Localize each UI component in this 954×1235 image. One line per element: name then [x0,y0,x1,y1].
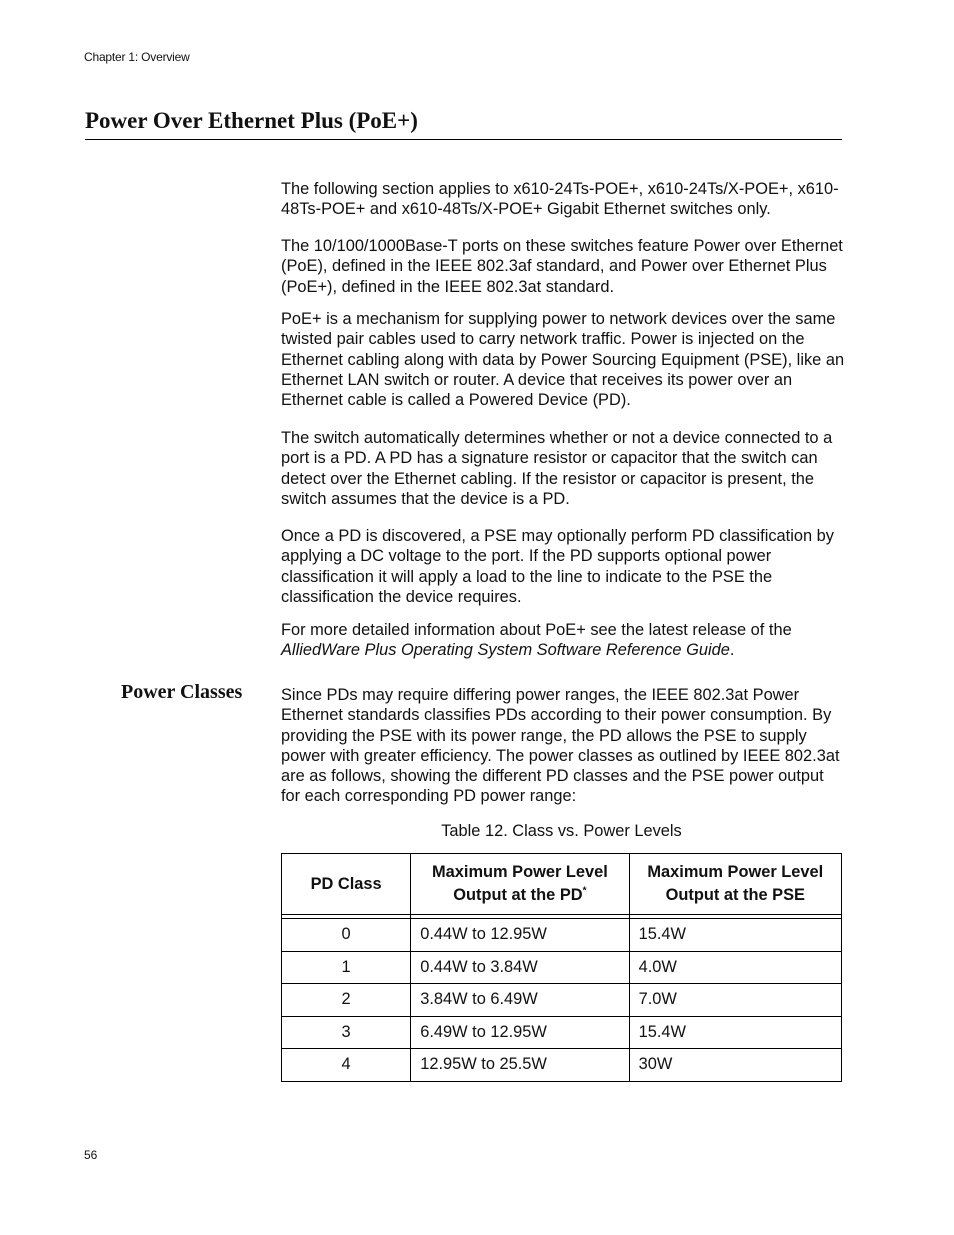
table-header-row [282,854,842,915]
table-caption: Table 12. Class vs. Power Levels [441,822,682,840]
cell-pd-output: 3.84W to 6.49W [411,984,629,1017]
cell-pse-output: 30W [629,1049,841,1082]
paragraph-text: Once a PD is discovered, a PSE may optionally perform PD classification by applying a DC voltage to the port. If the PD supports optional power classification it will apply a load to the line to indicate to the PSE the classification the device requires. [281,527,834,606]
cell-pd-output: 0.44W to 3.84W [411,951,629,984]
paragraph-text: Since PDs may require differing power ranges, the IEEE 802.3at Power Ethernet standards classifies PDs according to their power consumption. By providing the PSE with its power range, the PD allows the PSE to supply power with greater efficiency. The power classes as outlined by IEEE 802.3at are as follows, showing the different PD classes and the PSE power output for each corresponding PD power range: [281,686,840,806]
cell-pse-output: 4.0W [629,951,841,984]
cell-pd-class: 4 [282,1049,411,1082]
more-info-suffix: . [729,641,735,660]
header-pse-output [629,854,841,915]
cell-pd-class: 3 [282,1016,411,1049]
section-title: Power Over Ethernet Plus (PoE+) [85,108,842,140]
header-pse-output-line1: Maximum Power Level [647,863,824,881]
paragraph-more-info [281,620,846,661]
table-row [282,951,842,984]
page-number: 56 [84,1148,98,1162]
table-row [282,1016,842,1049]
paragraph-text [281,620,846,661]
cell-pd-class: 0 [282,919,411,952]
paragraph-text: PoE+ is a mechanism for supplying power to network devices over the same twisted pair cables used to carry network traffic. Power is injected on the Ethernet cabling along with data by Power Sourcing Equipment (PSE), like an Ethernet LAN switch or router. A device that receives its power over an Ethernet cable is called a Powered Device (PD). [281,310,845,410]
table-row [282,1049,842,1082]
header-pd-output-line1: Maximum Power Level [432,863,608,881]
cell-pd-output: 6.49W to 12.95W [411,1016,629,1049]
reference-guide-title: AlliedWare Plus Operating System Software Reference Guide [281,641,730,660]
cell-pse-output: 7.0W [629,984,841,1017]
header-pd-class: PD Class [282,854,411,915]
footnote-mark: * [582,885,587,897]
paragraph-pd-classification [281,526,846,607]
paragraph-applies-to [281,179,846,220]
power-levels-table [281,853,842,1082]
paragraph-pd-detection [281,428,846,509]
paragraph-text: The switch automatically determines whether or not a device connected to a port is a PD. A PD has a signature resistor or capacitor that the switch can detect over the Ethernet cabling. If the resistor or capacitor is present, the switch assumes that the device is a PD. [281,429,833,508]
paragraph-power-classes [281,685,846,807]
cell-pd-class: 2 [282,984,411,1017]
header-pse-output-line2: Output at the PSE [665,886,805,904]
power-classes-heading: Power Classes [121,681,243,703]
cell-pse-output: 15.4W [629,1016,841,1049]
paragraph-text: The following section applies to x610-24Ts-POE+, x610-24Ts/X-POE+, x610-48Ts-POE+ and x610-48Ts/X-POE+ Gigabit Ethernet switches only. [281,180,839,219]
paragraph-ports [281,236,846,297]
cell-pd-output: 0.44W to 12.95W [411,919,629,952]
cell-pd-output: 12.95W to 25.5W [411,1049,629,1082]
cell-pse-output: 15.4W [629,919,841,952]
paragraph-poe-mechanism [281,309,846,410]
header-pd-output [411,854,629,915]
paragraph-text: The 10/100/1000Base-T ports on these switches feature Power over Ethernet (PoE), defined in the IEEE 802.3af standard, and Power over Ethernet Plus (PoE+), defined in the IEEE 802.3at standard. [281,237,843,296]
table-row [282,984,842,1017]
cell-pd-class: 1 [282,951,411,984]
header-pd-output-line2: Output at the PD [453,886,583,904]
more-info-prefix: For more detailed information about PoE+ see the latest release of the [281,621,792,639]
table-row [282,919,842,952]
running-header: Chapter 1: Overview [84,50,190,64]
